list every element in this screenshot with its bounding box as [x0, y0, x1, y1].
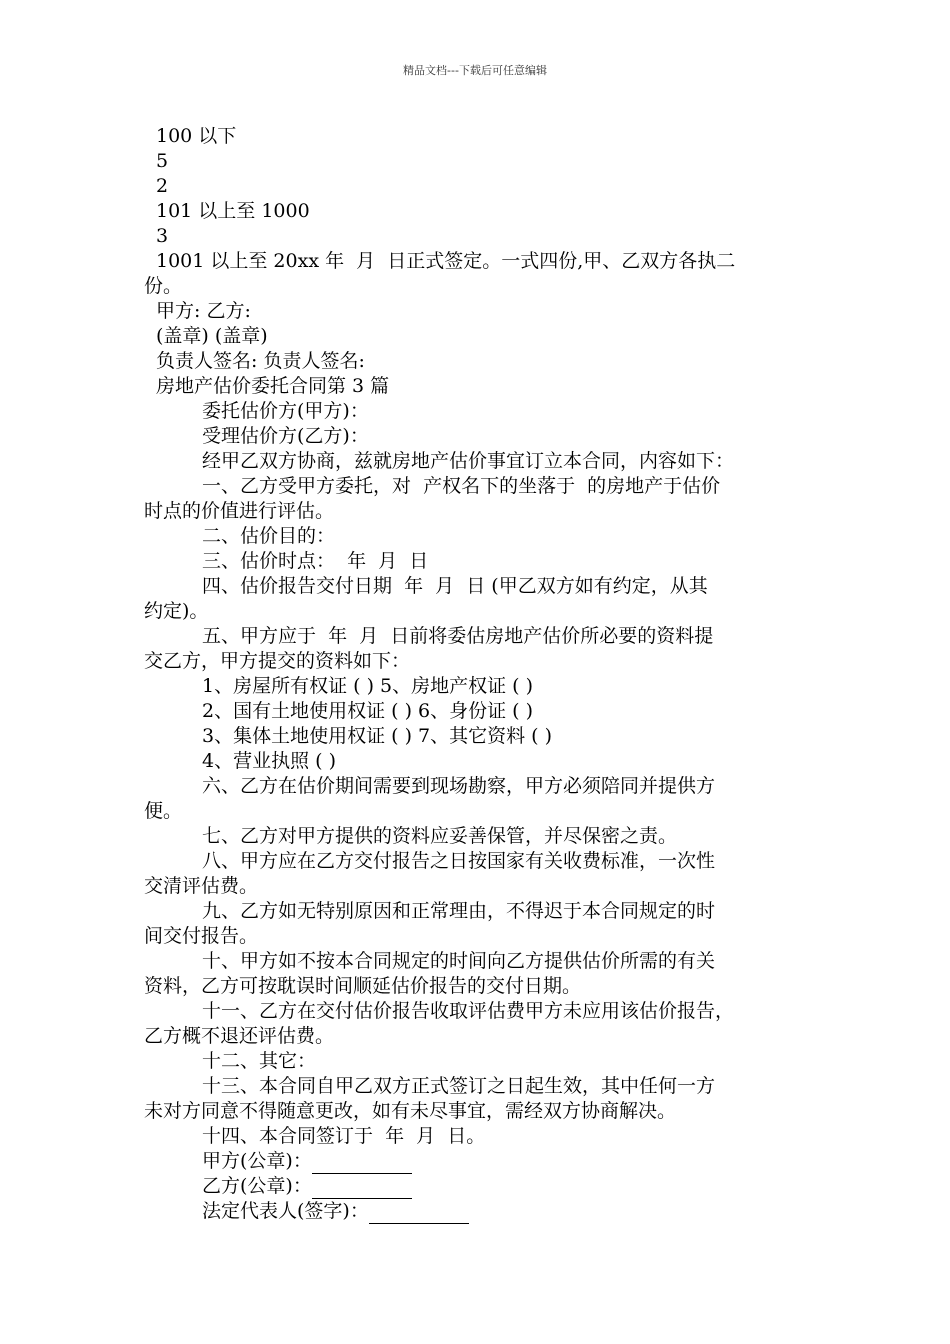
clause-line: 未对方同意不得随意更改，如有未尽事宜，需经双方协商解决。: [144, 1100, 677, 1122]
text-line: 甲方: 乙方:: [156, 300, 251, 322]
text-line: 101 以上至 1000: [156, 200, 310, 222]
clause-line: 十二、其它：: [202, 1050, 317, 1072]
clause-line: 八、甲方应在乙方交付报告之日按国家有关收费标准，一次性: [202, 850, 716, 872]
clause-line: 约定)。: [144, 600, 209, 622]
clause-line: 时点的价值进行评估。: [144, 500, 335, 522]
signature-party-b: [144, 1174, 824, 1199]
text-line: 2: [156, 175, 169, 197]
signature-label: 法定代表人(签字)：: [202, 1200, 369, 1222]
document-body: [144, 124, 824, 1224]
clause-line: 交清评估费。: [144, 875, 259, 897]
signature-label: 甲方(公章)：: [202, 1150, 312, 1172]
page-header: 精品文档---下载后可任意编辑: [403, 64, 547, 77]
entrust-party: 委托估价方(甲方)：: [202, 400, 369, 422]
clause-line: 四、估价报告交付日期 年 月 日 (甲乙双方如有约定，从其: [202, 575, 708, 597]
section-title: 房地产估价委托合同第 3 篇: [156, 375, 390, 397]
document-item: 4、营业执照 ( ): [202, 750, 336, 772]
clause-line: 十、甲方如不按本合同规定的时间向乙方提供估价所需的有关: [202, 950, 716, 972]
signature-label: 乙方(公章)：: [202, 1175, 312, 1197]
clause-line: 三、估价时点： 年 月 日: [202, 550, 429, 572]
signature-blank: [312, 1178, 412, 1199]
text-line: 100 以下: [156, 125, 237, 147]
accept-party: 受理估价方(乙方)：: [202, 425, 369, 447]
clause-line: 便。: [144, 800, 183, 822]
clause-line: 间交付报告。: [144, 925, 259, 947]
text-line: 3: [156, 225, 169, 247]
signature-blank: [312, 1153, 412, 1174]
text-line: (盖章) (盖章): [156, 325, 268, 347]
document-item: 3、集体土地使用权证 ( ) 7、其它资料 ( ): [202, 725, 553, 747]
text-line: 5: [156, 150, 169, 172]
clause-line: 五、甲方应于 年 月 日前将委估房地产估价所必要的资料提: [202, 625, 714, 647]
clause-line: 一、乙方受甲方委托，对 产权名下的坐落于 的房地产于估价: [202, 475, 721, 497]
text-line: 1001 以上至 20xx 年 月 日正式签定。一式四份,甲、乙双方各执二: [156, 250, 736, 272]
clause-line: 七、乙方对甲方提供的资料应妥善保管，并尽保密之责。: [202, 825, 678, 847]
clause-line: 交乙方，甲方提交的资料如下：: [144, 650, 411, 672]
intro-paragraph: 经甲乙双方协商，兹就房地产估价事宜订立本合同，内容如下：: [202, 450, 735, 472]
clause-line: 乙方概不退还评估费。: [144, 1025, 335, 1047]
signature-party-a: [144, 1149, 824, 1174]
document-item: 1、房屋所有权证 ( ) 5、房地产权证 ( ): [202, 675, 534, 697]
clause-line: 资料，乙方可按耽误时间顺延估价报告的交付日期。: [144, 975, 582, 997]
clause-line: 二、估价目的：: [202, 525, 336, 547]
clause-line: 六、乙方在估价期间需要到现场勘察，甲方必须陪同并提供方: [202, 775, 716, 797]
clause-line: 十四、本合同签订于 年 月 日。: [202, 1125, 486, 1147]
signature-representative: [144, 1199, 824, 1224]
clause-line: 十三、本合同自甲乙双方正式签订之日起生效，其中任何一方: [202, 1075, 716, 1097]
text-line: 负责人签名: 负责人签名:: [156, 350, 365, 372]
clause-line: 十一、乙方在交付估价报告收取评估费甲方未应用该估价报告，: [202, 1000, 735, 1022]
document-item: 2、国有土地使用权证 ( ) 6、身份证 ( ): [202, 700, 534, 722]
clause-line: 九、乙方如无特别原因和正常理由，不得迟于本合同规定的时: [202, 900, 716, 922]
signature-blank: [369, 1203, 469, 1224]
text-line: 份。: [144, 275, 183, 297]
